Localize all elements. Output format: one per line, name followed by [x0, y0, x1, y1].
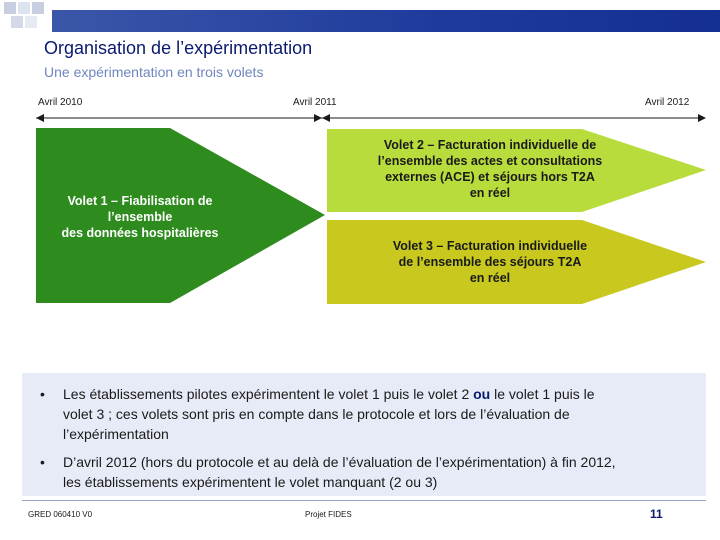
bullet-box: [22, 373, 706, 496]
footer-divider: [22, 500, 706, 501]
date-label-2: Avril 2011: [293, 97, 337, 108]
footer-project: Projet FIDES: [305, 510, 352, 519]
footer-reference: GRED 060410 V0: [28, 510, 93, 519]
bullet-marker: •: [40, 386, 45, 402]
page-number: 11: [650, 507, 663, 521]
page-title: Organisation de l’expérimentation: [44, 38, 313, 58]
emphasis-ou: ou: [473, 386, 491, 402]
bullet-item-1: • Les établissements pilotes expérimentent le volet 1 puis le volet 2 ou le volet 1 puis le volet 3 ; ces volets sont pris en compte dans le protocole et lors de l’évaluation de l’expérimentation: [40, 386, 595, 442]
date-label-3: Avril 2012: [645, 97, 690, 108]
volet-3-label: Volet 3 – Facturation individuelle de l’ensemble des séjours T2A en réel: [392, 239, 588, 285]
bullet-item-2: • D’avril 2012 (hors du protocole et au delà de l’évaluation de l’expérimentation) à fin 2012, les établissements expérimentent le volet manquant (2 ou 3): [40, 454, 616, 490]
bullet-marker: •: [40, 454, 45, 470]
date-label-1: Avril 2010: [38, 97, 83, 108]
volet-1-label: Volet 1 – Fiabilisation de l’ensemble des données hospitalières: [61, 194, 219, 240]
volet-2-label: Volet 2 – Facturation individuelle de l’ensemble des actes et consultations externes (ACE) et séjours hors T2A en réel: [377, 138, 603, 200]
page-subtitle: Une expérimentation en trois volets: [44, 64, 264, 80]
